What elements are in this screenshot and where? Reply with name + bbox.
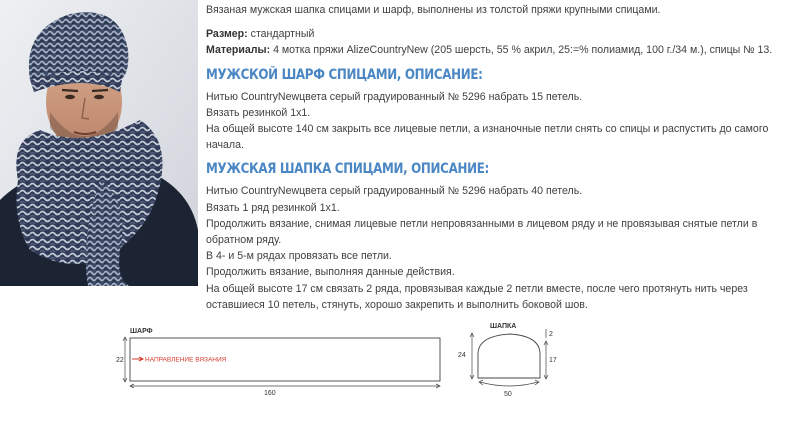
scarf-line: Нитью CountryNewцвета серый градуированный № 5296 набрать 15 петель. bbox=[206, 90, 583, 103]
hat-line: В 4- и 5-м рядах провязать все петли. bbox=[206, 250, 392, 263]
description bbox=[206, 2, 796, 313]
scarf-line: Вязать резинкой 1х1. bbox=[206, 106, 311, 119]
hat-line: Нитью CountryNewцвета серый градуированный № 5296 набрать 40 петель. bbox=[206, 185, 583, 198]
materials-line bbox=[206, 42, 796, 58]
size-value: стандартный bbox=[250, 28, 315, 41]
knitting-direction-label: НАПРАВЛЕНИЕ ВЯЗАНИЯ bbox=[145, 356, 227, 364]
hat-line: Продолжить вязание, выполняя данные действия. bbox=[206, 266, 455, 279]
intro-text: Вязаная мужская шапка спицами и шарф, выполнены из толстой пряжи крупными спицами. bbox=[206, 4, 661, 16]
hat-width-arc bbox=[480, 382, 538, 386]
hat-diagram-title: ШАПКА bbox=[490, 323, 517, 330]
hat-side-value: 17 bbox=[549, 357, 557, 364]
size-line bbox=[206, 26, 796, 42]
model-photo bbox=[0, 0, 198, 286]
hat-line: Вязать 1 ряд резинкой 1х1. bbox=[206, 201, 340, 214]
pattern-diagrams bbox=[0, 300, 800, 429]
scarf-diagram-title: ШАРФ bbox=[130, 328, 153, 335]
materials-label: Материалы: bbox=[206, 44, 271, 57]
scarf-line: На общей высоте 140 см закрыть все лицевые петли, а изнаночные петли снять со спицы и распустить до самого начала. bbox=[206, 123, 769, 152]
scarf-diagram bbox=[116, 328, 440, 397]
hat-line: На общей высоте 17 см связать 2 ряда, провязывая каждые 2 петли вместе, после чего протянуть нить через оставшиеся 10 петель, стянуть, хорошо закрепить и выполнить боковой шов. bbox=[206, 282, 748, 311]
hat-top-value: 2 bbox=[549, 331, 553, 338]
materials-value: 4 мотка пряжи AlizeCountryNew (205 шерсть, 55 % акрил, 25:=% полиамид, 100 г./34 м.), спицы № 13. bbox=[273, 44, 773, 57]
scarf-length-value: 160 bbox=[264, 390, 276, 397]
hat-height-value: 24 bbox=[458, 352, 466, 359]
scarf-height-value: 22 bbox=[116, 357, 124, 364]
scarf-heading: МУЖСКОЙ ШАРФ СПИЦАМИ, ОПИСАНИЕ: bbox=[206, 66, 483, 83]
hat-line: Продолжить вязание, снимая лицевые петли непровязанными в лицевом ряду и не провязывая снятые петли в обратном ряду. bbox=[206, 217, 758, 247]
hat-outline bbox=[478, 334, 540, 378]
size-label: Размер: bbox=[206, 28, 248, 41]
hat-diagram bbox=[458, 323, 557, 398]
hat-heading: МУЖСКАЯ ШАПКА СПИЦАМИ, ОПИСАНИЕ: bbox=[206, 161, 489, 178]
hat-width-value: 50 bbox=[504, 391, 512, 398]
